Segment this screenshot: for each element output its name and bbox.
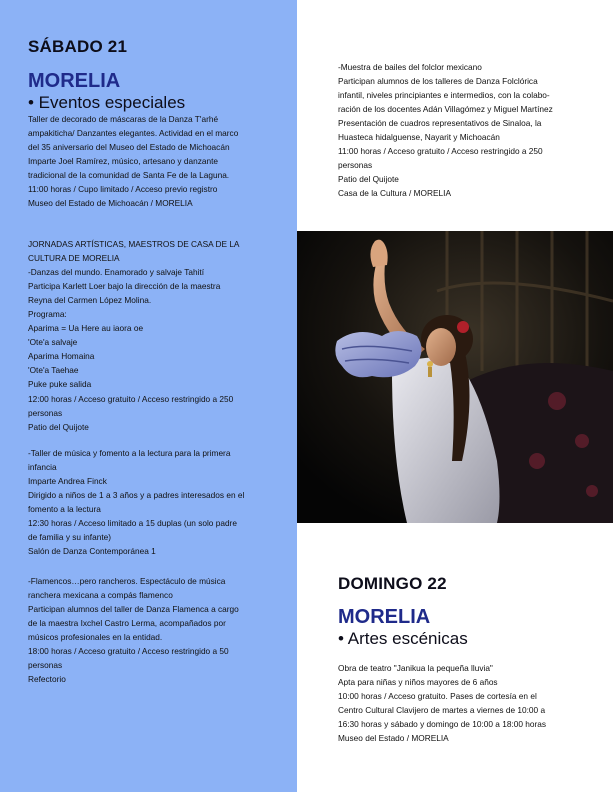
sunday-category: • Artes escénicas <box>338 629 468 648</box>
text-line: ración de los docentes Adán Villagómez y Miguel Martínez <box>338 104 553 115</box>
saturday-heading: SÁBADO 21 <box>28 37 128 56</box>
event-music-reading-workshop <box>28 446 244 558</box>
text-line: fomento a la lectura <box>28 504 101 515</box>
text-line: 12:00 horas / Acceso gratuito / Acceso restringido a 250 <box>28 393 234 404</box>
text-line: 12:30 horas / Acceso limitado a 15 duplas (un solo padre <box>28 518 237 529</box>
text-line: personas <box>28 660 63 671</box>
text-line: Dirigido a niños de 1 a 3 años y a padres interesados en el <box>28 490 245 501</box>
text-line: 'Ote'a salvaje <box>28 337 78 348</box>
text-line: 11:00 horas / Cupo limitado / Acceso previo registro <box>28 184 218 195</box>
event-flamencos-rancheros <box>28 574 239 686</box>
text-line: Refectorio <box>28 674 66 685</box>
text-line: infancia <box>28 462 57 473</box>
text-line: Aparima Homaina <box>28 351 95 362</box>
text-line: personas <box>338 160 373 171</box>
text-line: JORNADAS ARTÍSTICAS, MAESTROS DE CASA DE LA <box>28 239 240 249</box>
event-mask-workshop <box>28 112 238 210</box>
text-line: -Danzas del mundo. Enamorado y salvaje Tahití <box>28 267 205 278</box>
sunday-heading: DOMINGO 22 <box>338 574 447 593</box>
text-line: Programa: <box>28 309 67 320</box>
text-line: Huasteca hidalguense, Nayarit y Michoacán <box>338 132 500 143</box>
text-line: de familia y su infante) <box>28 532 112 543</box>
text-line: Presentación de cuadros representativos de Sinaloa, la <box>338 118 542 129</box>
event-janikua-play <box>338 661 546 745</box>
event-folklore-show <box>338 60 553 200</box>
text-line: Patio del Quijote <box>28 421 89 432</box>
text-line: -Flamencos…pero rancheros. Espectáculo de música <box>28 576 226 586</box>
text-line: 'Ote'a Taehae <box>28 365 79 376</box>
text-line: Imparte Joel Ramírez, músico, artesano y danzante <box>28 156 218 167</box>
text-line: ranchera mexicana a compás flamenco <box>28 590 173 601</box>
text-line: Museo del Estado de Michoacán / MORELIA <box>28 198 193 209</box>
text-line: Casa de la Cultura / MORELIA <box>338 188 451 199</box>
text-line: del 35 aniversario del Museo del Estado de Michoacán <box>28 142 230 153</box>
text-line: Taller de decorado de máscaras de la Danza T'arhé <box>28 114 219 124</box>
text-line: Participa Karlett Loer bajo la dirección de la maestra <box>28 281 221 292</box>
text-line: Centro Cultural Clavijero de martes a viernes de 10:00 a <box>338 705 546 716</box>
text-line: -Muestra de bailes del folclor mexicano <box>338 62 482 72</box>
text-line: Puke puke salida <box>28 379 92 390</box>
text-line: Participan alumnos del taller de Danza Flamenca a cargo <box>28 604 239 615</box>
text-line: de la maestra Ixchel Castro Lerma, acompañados por <box>28 618 226 629</box>
saturday-city: MORELIA <box>28 70 121 92</box>
text-line: Museo del Estado / MORELIA <box>338 733 449 744</box>
text-line: CULTURA DE MORELIA <box>28 253 120 264</box>
event-artistic-journeys <box>28 237 239 434</box>
text-line: Imparte Andrea Finck <box>28 476 107 487</box>
text-line: 11:00 horas / Acceso gratuito / Acceso restringido a 250 <box>338 146 543 157</box>
saturday-category: • Eventos especiales <box>28 93 186 112</box>
text-line: Participan alumnos de los talleres de Danza Folclórica <box>338 76 538 87</box>
text-line: personas <box>28 407 63 418</box>
text-line: músicos profesionales en la entidad. <box>28 632 163 643</box>
text-line: Patio del Quijote <box>338 174 399 185</box>
text-line: Salón de Danza Contemporánea 1 <box>28 546 156 557</box>
flamenco-dancer-photo <box>297 231 613 523</box>
text-line: 16:30 horas y sábado y domingo de 10:00 a 18:00 horas <box>338 719 547 730</box>
text-line: ampakiticha/ Danzantes elegantes. Actividad en el marco <box>28 128 239 139</box>
text-line: Reyna del Carmen López Molina. <box>28 295 152 306</box>
text-line: 18:00 horas / Acceso gratuito / Acceso restringido a 50 <box>28 646 229 657</box>
text-line: 10:00 horas / Acceso gratuito. Pases de cortesía en el <box>338 691 537 702</box>
text-line: Obra de teatro "Janikua la pequeña lluvia" <box>338 663 493 673</box>
text-line: -Taller de música y fomento a la lectura para la primera <box>28 448 231 458</box>
text-line: Aparima = Ua Here au iaora oe <box>28 323 144 334</box>
text-line: infantil, niveles principiantes e intermedios, con la colabo- <box>338 90 550 101</box>
text-line: Apta para niñas y niños mayores de 6 años <box>338 677 498 688</box>
sunday-city: MORELIA <box>338 606 431 628</box>
text-line: tradicional de la comunidad de Santa Fe de la Laguna. <box>28 170 230 181</box>
